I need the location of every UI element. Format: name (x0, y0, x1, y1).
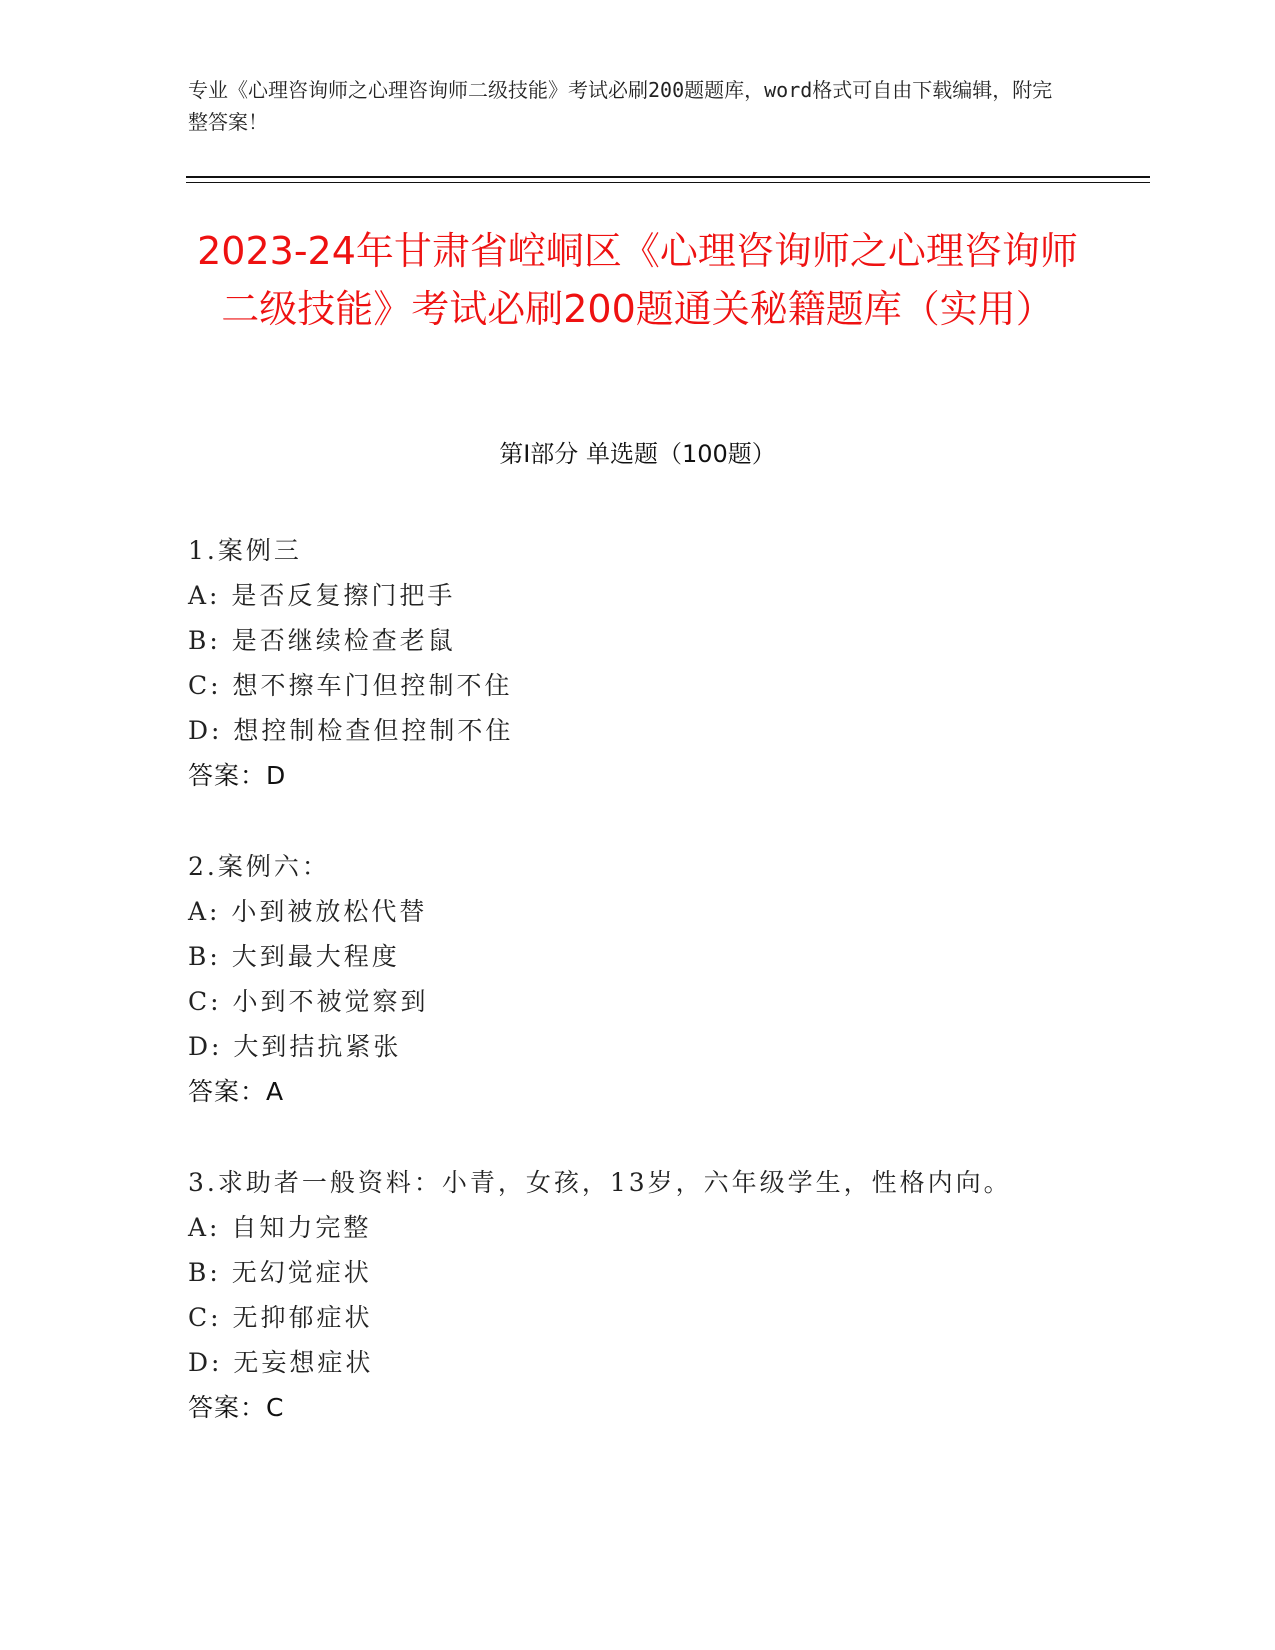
option-c: C: 无抑郁症状 (188, 1303, 373, 1332)
answer-line: 答案：A (188, 1077, 285, 1106)
intro-text: 专业《心理咨询师之心理咨询师二级技能》考试必刷200题题库，word格式可自由下载编辑，附完整答案！ (188, 78, 1053, 134)
document-title: 2023-24年甘肃省崆峒区《心理咨询师之心理咨询师二级技能》考试必刷200题通关秘籍题库（实用） (197, 229, 1078, 331)
option-b: B: 无幻觉症状 (188, 1258, 372, 1287)
question-list (188, 528, 1088, 1476)
question-3 (188, 1160, 1088, 1430)
header-divider-thin (186, 182, 1150, 183)
option-d: D: 大到拮抗紧张 (188, 1032, 402, 1061)
option-b: B: 是否继续检查老鼠 (188, 626, 456, 655)
option-c: C: 想不擦车门但控制不住 (188, 671, 513, 700)
question-1 (188, 528, 1088, 798)
answer-line: 答案：D (188, 761, 287, 790)
question-2 (188, 844, 1088, 1114)
option-c: C: 小到不被觉察到 (188, 987, 429, 1016)
option-d: D: 想控制检查但控制不住 (188, 716, 514, 745)
question-stem: 2.案例六： (188, 852, 330, 881)
option-a: A: 小到被放松代替 (188, 897, 428, 926)
option-d: D: 无妄想症状 (188, 1348, 374, 1377)
option-a: A: 是否反复擦门把手 (188, 581, 456, 610)
question-stem: 3.求助者一般资料：小青，女孩，13岁，六年级学生，性格内向。 (188, 1168, 1012, 1197)
question-stem: 1.案例三 (188, 536, 302, 565)
answer-line: 答案：C (188, 1393, 285, 1422)
option-b: B: 大到最大程度 (188, 942, 400, 971)
option-a: A: 自知力完整 (188, 1213, 372, 1242)
header-divider-thick (186, 176, 1150, 178)
section-title: 第I部分 单选题（100题） (499, 440, 776, 468)
